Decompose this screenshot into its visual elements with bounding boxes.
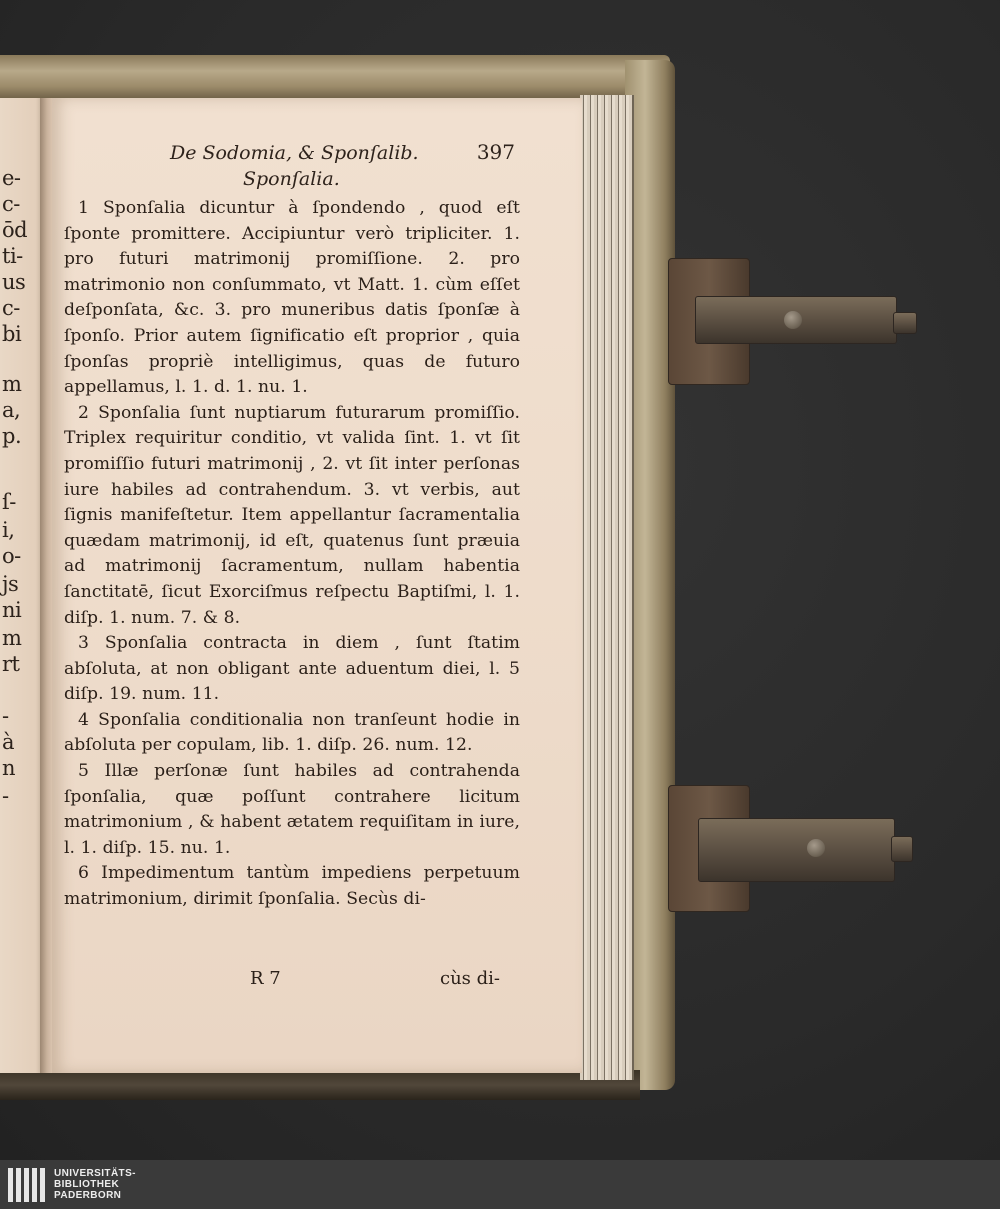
paragraph-5: 5 Illæ perſonæ ſunt habiles ad contrahenda ſponſalia, quæ poſſunt contrahere licitum matrimonium , & habent ætatem requiſitam in iure, l. 1. diſp. 15. nu. 1. [64,761,520,858]
verso-fragment: js [2,572,19,596]
verso-fragment: ſ- [2,490,16,514]
verso-fragment: us [2,270,26,294]
logo-line-3: PADERBORN [54,1190,122,1201]
verso-fragment: ni [2,598,22,622]
verso-fragment: ōd [2,218,28,242]
upper-clasp-tip [893,312,917,334]
running-head [170,140,515,170]
catchword: cùs di- [440,968,500,989]
verso-fragment: rt [2,652,20,676]
logo-line-1: UNIVERSITÄTS- [54,1168,136,1179]
verso-fragment: n [2,756,16,780]
page-body-text [64,196,520,913]
verso-fragment: a, [2,398,21,422]
verso-fragment: m [2,626,22,650]
verso-fragment: bi [2,322,22,346]
book-cover-bottom-edge [0,1070,640,1100]
paragraph-3: 3 Sponſalia contracta in diem , ſunt ſtatim abſoluta, at non obligant ante aduentum diei, l. 5 diſp. 19. num. 11. [64,633,520,705]
verso-fragment: o- [2,544,21,568]
verso-fragment: - [2,704,9,728]
paragraph-2: 2 Sponſalia ſunt nuptiarum futurarum promiſſio. Triplex requiritur conditio, vt valida ſint. 1. vt ſit promiſſio futuri matrimonij , 2. vt ſit inter perſonas iure habiles ad contrahendum. 3. vt verbis, aut ſignis manifeſtetur. Item appellantur ſacramentalia quædam matrimonij, id eſt, quatenus ſunt præuia ad matrimonij ſacramentum, nullam habentia ſanctitatē, ſicut Exorciſmus reſpectu Baptiſmi, l. 1. diſp. 1. num. 7. & 8. [64,402,520,628]
verso-page-edge [0,98,45,1073]
verso-fragment: c- [2,296,20,320]
upper-clasp [695,296,897,344]
logo-line-2: BIBLIOTHEK [54,1179,120,1190]
verso-fragment: à [2,730,15,754]
library-logo-text [54,1168,136,1201]
verso-fragment: e- [2,166,21,190]
upper-clasp-rivet [784,311,802,329]
verso-fragment: p. [2,424,22,448]
verso-fragment: m [2,372,22,396]
page-foot [250,968,500,989]
verso-fragment: ti- [2,244,23,268]
book-cover-top-edge [0,55,670,100]
signature-mark: R 7 [250,968,281,989]
library-logo-icon [8,1168,46,1202]
paragraph-4: 4 Sponſalia conditionalia non tranſeunt hodie in abſoluta per copulam, lib. 1. diſp. 26. num. 12. [64,709,520,756]
paragraph-6: 6 Impedimentum tantùm impediens perpetuum matrimonium, dirimit ſponſalia. Secùs di- [64,863,520,910]
verso-fragment: - [2,784,9,808]
verso-fragment: i, [2,518,15,542]
verso-fragment: c- [2,192,20,216]
running-head-title: De Sodomia, & Sponſalib. [170,142,419,164]
library-footer [0,1160,1000,1209]
section-title: Sponſalia. [243,168,340,190]
lower-clasp-tip [891,836,913,862]
page-block-edges [580,95,634,1080]
paragraph-1: 1 Sponſalia dicuntur à ſpondendo , quod eſt ſponte promittere. Accipiuntur verò tripliciter. 1. pro futuri matrimonij promiſſione. 2. pro matrimonio non conſummato, vt Matt. 1. cùm eſſet deſponſata, &c. 3. pro muneribus datis ſponſæ à ſponſo. Prior autem ſignificatio eſt proprior , quia ſponſas propriè intelligimus, quas de futuro appellamus, l. 1. d. 1. nu. 1. [64,198,520,398]
lower-clasp [698,818,895,882]
page-number: 397 [476,140,515,164]
lower-clasp-rivet [807,839,825,857]
